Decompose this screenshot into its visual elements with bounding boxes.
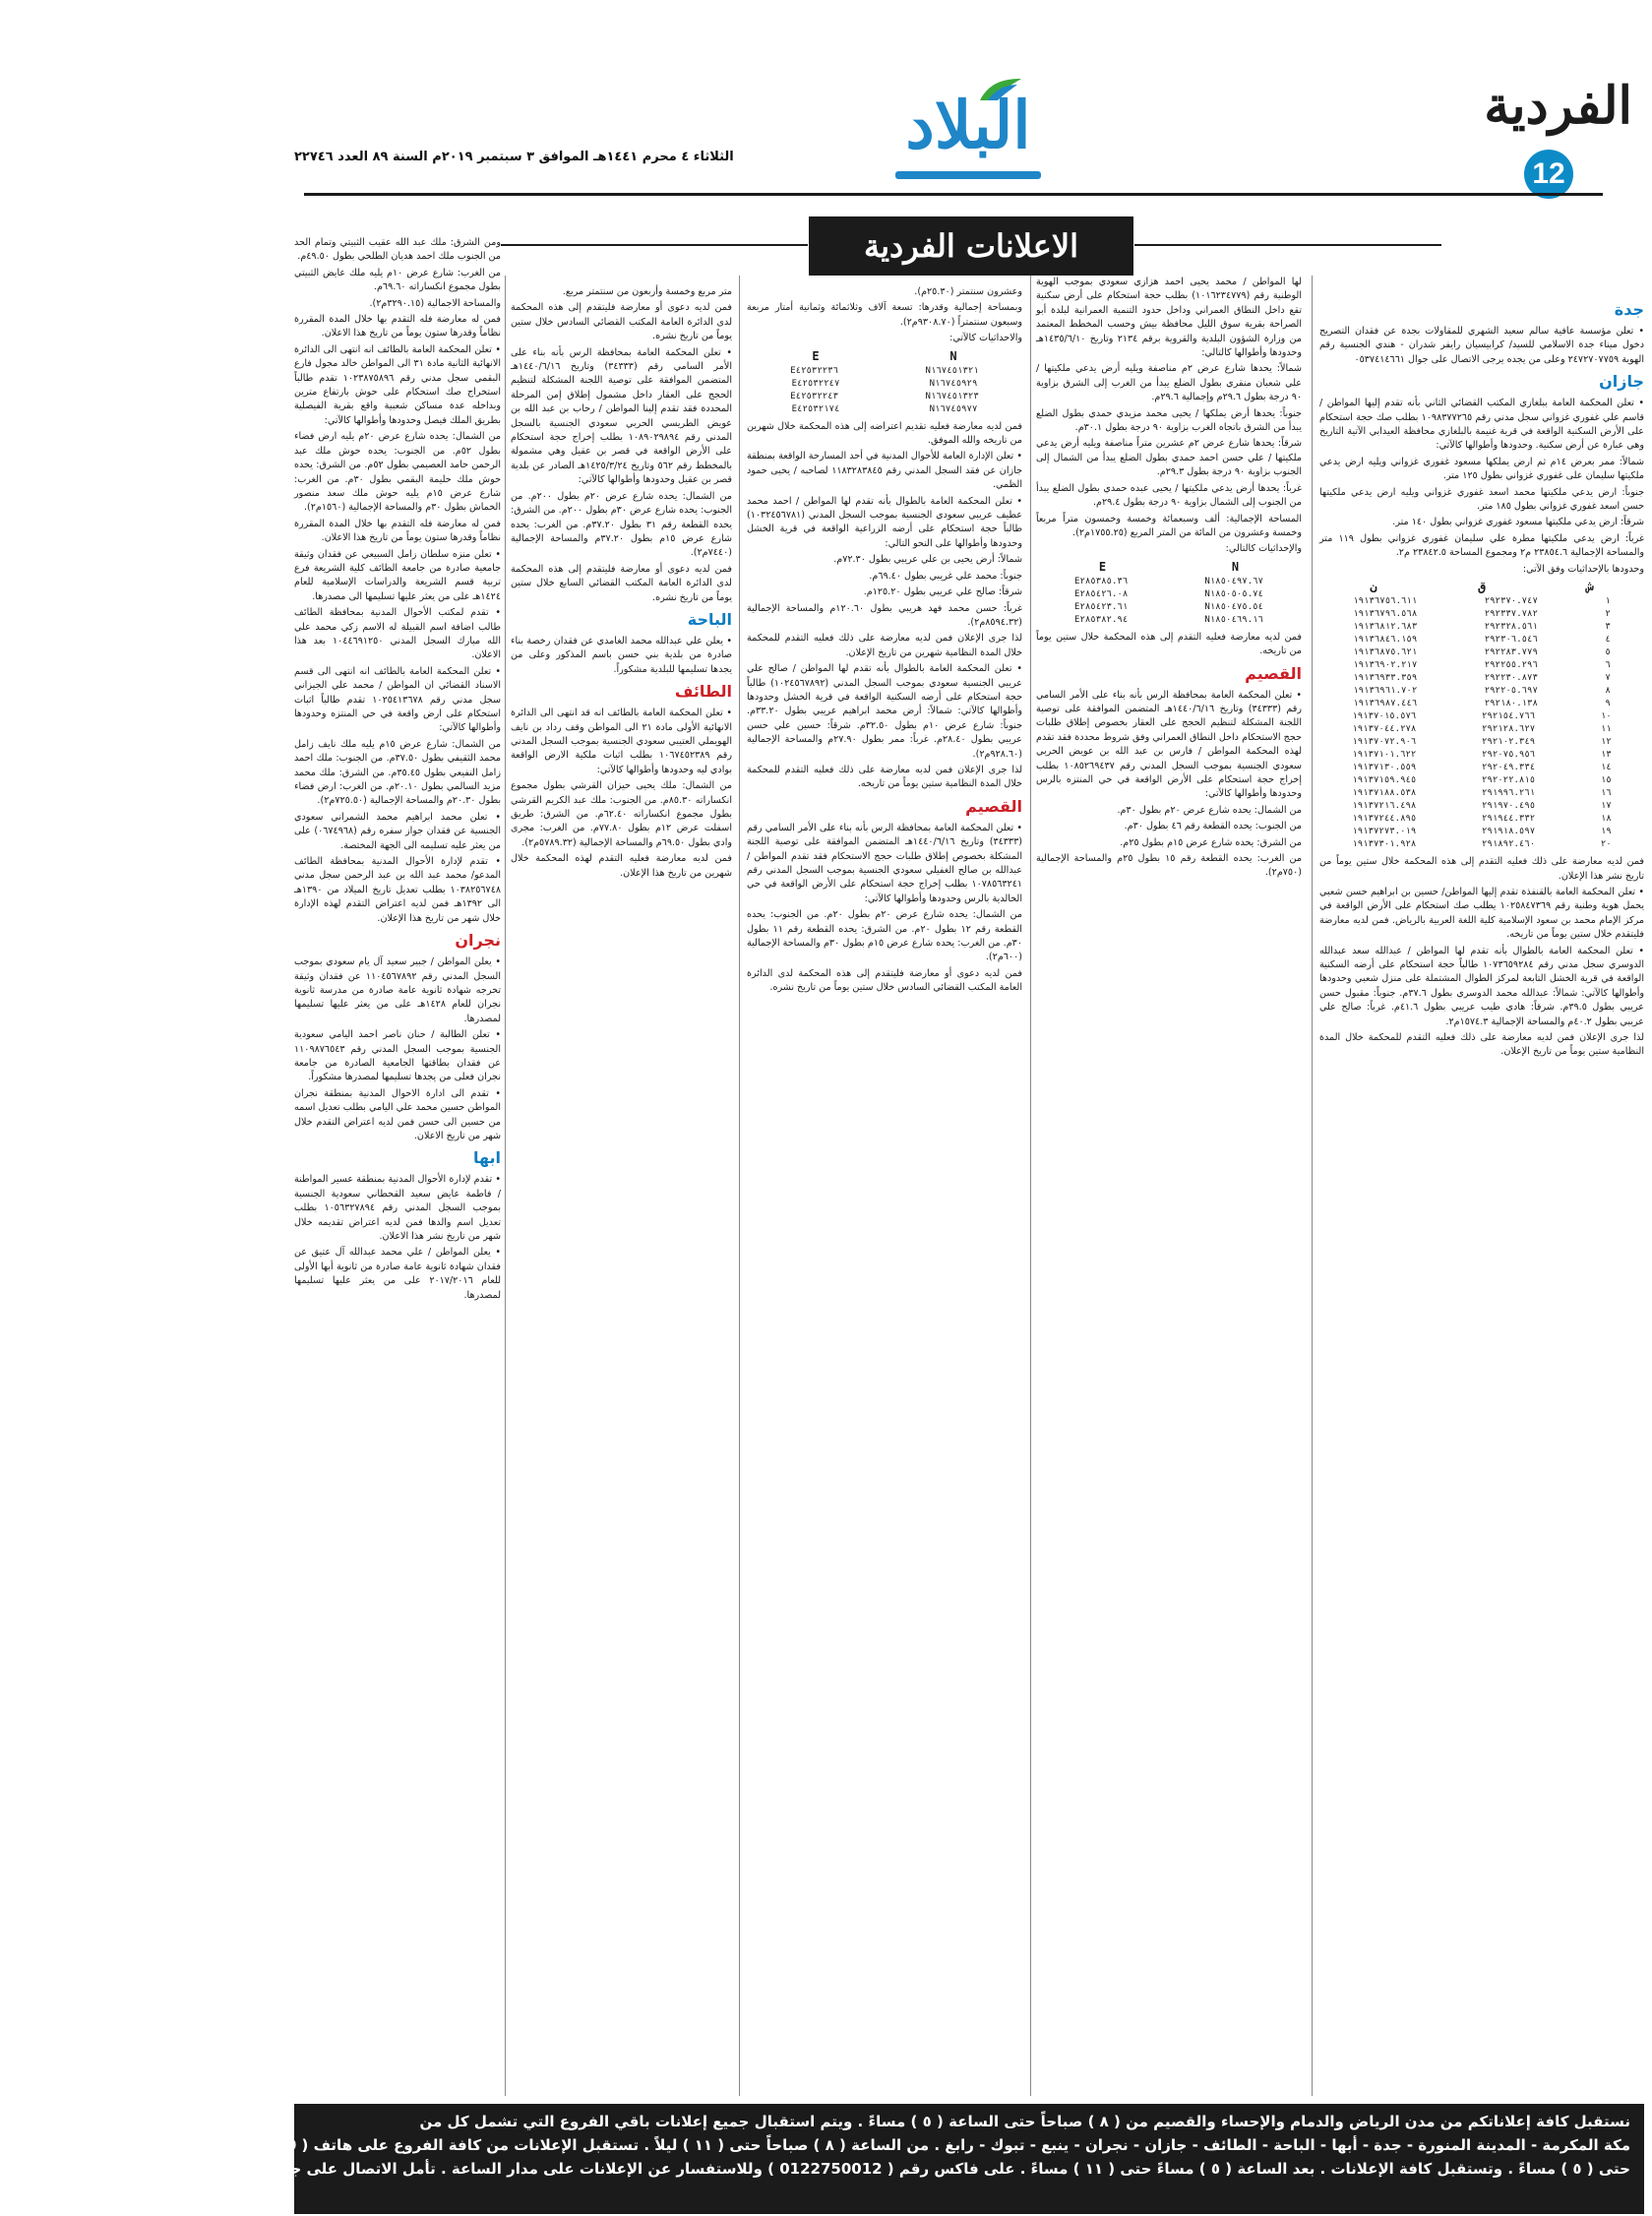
coordinate-row <box>1319 621 1644 634</box>
ads-column-4 <box>511 285 732 2096</box>
coordinate-cell: ١٩١٣٧١٠١.٦٢٢ <box>1352 750 1417 761</box>
ad-text: فمن لديه دعوى أو معارضة فليتقدم إلى هذه المحكمة لدى الدائرة العامة المكتب القضائي السابع خلال ستين يوماً من تاريخ نشره. <box>511 563 732 603</box>
coordinates-rows <box>1036 576 1302 627</box>
ad-text: • تعلن المحكمة العامة بمحافظة الرس بأنه بناء على الأمر السامي رقم (٣٤٣٣٣) وتاريخ ١٤٤٠/٦/١٦هـ المتضمن الموافقة على توصية اللجنة المشكلة لتنظيم الحجج على العقار بخصوص إطلاق طلبات حجج الاستحكام داخل النطاق العمراني وفق شروط محددة فقد تقدم لهذه المحكمة المواطن / فارس بن عبد الله بن عويض الحربي سعودي الجنسية بموجب السجل المدني رقم ١٠٨٥٢٦٩٤٣٧ بطلب إخراج حجة استحكام على الأرض الواقعة في حي المنتزه بالرس وحدودها وأطوالها كالآتي: <box>1036 689 1303 800</box>
coordinate-cell: E٢٨٥٣٨٥.٣٦ <box>1074 576 1129 586</box>
ad-text: من الشمال: شارع عرض ١٥م يليه ملك نايف زامل محمد الثقيفي بطول ٣٧.٥٠م. من الجنوب: ملك احمد زامل النفيعي بطول ٣٥.٤٥م. من الشرق: ملك محمد مزيد السالمي بطول ٢٠.١٠م. من الغرب: ارض فضاء بطول ٢٠.٣٠م والمساحة الإجمالية (٧٢٥.٥٠م٢). <box>294 738 501 807</box>
coordinate-cell: ٦ <box>1605 660 1611 671</box>
ad-text: • تعلن المحكمة العامة بالقنفذة تقدم إليها المواطن/ حسين بن ابراهيم حسن شعبي يحمل هوية وطنية رقم ١٠٢٥٨٤٧٣٦٩ يطلب صك استحكام على الأرض الواقعة في مركز الإمام محمد بن سعود الإسلامية كلية اللغة العربية بالرياض. فمن لديه معارضة فليتقدم خلال ستين يوماً من تاريخه. <box>1319 886 1644 941</box>
coordinates-table <box>747 350 1022 416</box>
coordinate-header-cell: ن <box>1370 580 1377 594</box>
coordinate-cell: ٢٩١٨٩٢.٤٦٠ <box>1481 839 1536 850</box>
coordinate-row <box>1319 838 1644 851</box>
coordinate-row <box>1036 601 1302 614</box>
ad-text: جنوباً: ارض يدعي ملكيتها محمد اسعد غفوري غزواني ويليه ارض يدعي ملكيتها حسن اسعد غفوري غزواني بطول ١٨٥ متر. <box>1319 486 1644 513</box>
coordinate-header-cell: N <box>949 348 957 363</box>
region-heading-taif: الطائف <box>674 682 732 702</box>
coordinate-row <box>1319 749 1644 762</box>
advertising-contact-footer <box>0 2104 1644 2214</box>
coordinate-cell: ١٧ <box>1600 801 1612 812</box>
coordinate-cell: ٢٩٢١٠٢.٣٤٩ <box>1481 737 1536 748</box>
ad-text: • تقدم لمكتب الأحوال المدنية بمحافظة الطائف طالب اضافة اسم القبيلة له الاسم زكي محمد علي الله مبارك السجل المدني ١٠٤٤٦٩١٢٥٠ بعد هذا الاعلان. <box>294 607 501 661</box>
column-divider <box>1312 276 1313 2096</box>
coordinate-cell: N١٨٥٠٤٦٩.١٦ <box>1204 614 1263 625</box>
coordinate-cell: ١٩١٣٧٢٤٤.٨٩٥ <box>1352 814 1417 825</box>
ad-text: فمن له معارضة فله التقدم بها خلال المدة المقررة نظاماً وقدرها ستون يوماً من تاريخ هذا الاعلان. <box>294 518 501 544</box>
coordinate-cell: ٢٩٢٣٧٠.٧٤٧ <box>1484 596 1538 607</box>
ad-text: • تعلن الطالبة / حنان ناصر احمد اليامي سعودية الجنسية بموجب السجل المدني رقم ١١٠٩٨٧٦٥٤٣ عن فقدان بطاقتها الجامعية الصادرة من جامعة نجران فعلى من يجدها تسليمها لمصدرها مشكوراً. <box>294 1029 501 1083</box>
newspaper-logo <box>889 77 1047 185</box>
column-divider <box>505 276 506 2096</box>
coordinate-cell: ١٩١٣٧٠٤٤.٢٧٨ <box>1352 724 1417 735</box>
ad-text: لذا جرى الإعلان فمن لديه معارضة على ذلك فعليه التقدم للمحكمة خلال المدة النظامية ستين يوماً من تاريخه. <box>747 764 1022 790</box>
coordinate-row <box>1319 672 1644 685</box>
page-number-badge: 12 <box>1524 150 1573 199</box>
coordinate-header-cell: ش <box>1586 580 1594 594</box>
coordinate-cell: ١٣ <box>1600 750 1612 761</box>
coordinate-cell: ١٩١٣٦٨٧٥.٦٢١ <box>1353 647 1418 658</box>
coordinate-cell: ١٠ <box>1600 711 1612 722</box>
ad-text: غرباً: يحدها أرض يدعي ملكيتها / يحيى عبده حمدي بطول الضلع يبدأ من الجنوب إلى الشمال بزاوية ٩٠ درجة بطول ٢٩.٤م. <box>1036 482 1302 509</box>
ad-text: فمن لديه دعوى أو معارضة فليتقدم إلى هذه المحكمة لدى الدائرة العامة المكتب القضائي السادس خلال ستين يوماً من تاريخ نشره. <box>511 302 732 342</box>
ads-column-1 <box>1319 295 1644 2096</box>
ad-text: غرباً: ارض يدعي ملكيتها مطرة علي سليمان غفوري غزواني بطول ١١٩ متر والمساحة الإجمالية ٢٣٨٥٤.٦ م٢ ومجموع المساحة ٢٣٨٤٢.٥ م٢. <box>1319 532 1644 559</box>
coordinate-row <box>747 378 1022 391</box>
coordinates-rows <box>747 365 1022 416</box>
region-heading-qassim: القصيم <box>1245 663 1302 683</box>
coordinate-cell: E٢٨٥٣٨٢.٩٤ <box>1074 614 1129 625</box>
ad-text: • تعلن المحكمة العامة بالطوال بأنه تقدم لها المواطن / صالح علي عريبي الجنسية سعودي بموجب السجل المدني (١٠٢٤٥٦٧٨٩٢) طالباً حجة استحكام على أرضه السكنية الواقعة في قرية الخشل وحدودها وأطوالها كالآتي: شمالاً: أرض محمد ابراهيم عريبي بطول ٣٣.٢٠م. جنوباً: شارع عرض ١٠م بطول ٣٢.٥٠م. شرقاً: حسين علي حسن عريبي بطول ٢٨.٤٠م. غرباً: ممر بطول ٢٧.٩٠م والمساحة الإجمالية (٩٢٨.٦٠م٢). <box>747 663 1023 760</box>
coordinate-row <box>1319 787 1644 800</box>
banner-rule-left <box>501 244 808 246</box>
coordinate-cell: ٢٠ <box>1600 839 1612 850</box>
ad-text: غرباً: حسن محمد فهد هريبي بطول ١٢٠.٦٠م والمساحة الإجمالية (٨٥٩٤.٣٢م٢). <box>747 602 1022 628</box>
coordinate-cell: E٤٢٥٣٢٢٤٧ <box>791 378 840 389</box>
coordinate-cell: ٧ <box>1605 673 1611 684</box>
coordinate-cell: ٥ <box>1605 647 1611 658</box>
ad-text: من الشمال: يحده شارع عرض ٢٠م بطول ٢٠م. من الجنوب: يحده القطعة رقم ١٢ بطول ٢٠م. من الشرق: يحده القطعة رقم ١١ بطول ٣٠م. من الغرب: يحده شارع عرض ١٥م بطول ٣٠م والمساحة الإجمالية (٦٠٠م٢). <box>747 909 1023 963</box>
coordinate-cell: ١٩١٣٧٢٧٣.٠١٩ <box>1352 827 1417 837</box>
coordinate-cell: ٢٩٢٠٢٢.٨١٥ <box>1481 775 1536 786</box>
coordinate-cell: ١٩١٣٦٩٠٢.٢١٧ <box>1353 660 1418 671</box>
logo-underline <box>895 171 1041 179</box>
ads-column-5 <box>294 236 501 2096</box>
ad-text: شرقاً: صالح علي عريبي بطول ١٢٥.٢٠م. <box>863 586 1022 598</box>
masthead-rule <box>304 193 1603 196</box>
ad-text: • تعلن المحكمة العامة بمحافظة الرس بأنه بناء على الأمر السامي رقم (٣٤٣٣٣) وتاريخ ١٤٤٠/٦/١٦هـ المتضمن الموافقة على توصية اللجنة المشكلة لتنظيم الحجج على العقار داخل مشمول إطلاق إمن المرحلة المحددة فقد تقدم إلينا المواطن / رحاب بن عبد الله بن عويض الطريسي الحربي سعودي الجنسية بالسجل المدني رقم ١٠٨٩٠٢٩٨٩٤ بطلب إخراج حجة استحكام على الأرض الواقعة في قصر بن عقيل وهي مشمولة بالمخطط رقم ٥٦٢ وتاريخ ١٤٢٥/٣/٢٤هـ الصادر عن بلدية قصر بن عقيل وحدودها وأطوالها كالآتي: <box>511 346 733 486</box>
coordinate-header-cell: E <box>1098 559 1107 574</box>
ad-text: متر مربع وخمسة وأربعون من سنتمتر مربع. <box>562 286 732 297</box>
banner-rule-right <box>1134 244 1441 246</box>
coordinate-cell: ٢٩٢٢٥٥.٢٩٦ <box>1484 660 1538 671</box>
ad-text: وحدودها بالإحداثيات وفق الآتي: <box>1522 563 1644 575</box>
footer-line: مكة المكرمة - المدينة المنورة - جدة - أبها - الباحة - الطائف - جازان - نجران - ينبع - تبوك - رابغ . من الساعة ( ٨ ) صباحاً حتى ( ١١ ) ليلاً . تستقبل الإعلانات من كافة الفروع على هاتف ( 0126711000 ) فاكس ( 0126716241 ) <box>0 2136 1630 2154</box>
column-divider <box>1030 276 1031 2096</box>
ad-text: من الشمال: ملك يحيى حيزان القرشي بطول مجموع انكساراته ٨٥.٣٠م. من الجنوب: ملك عبد الكريم القرشي بطول مجموع انكساراته ٦٢.٤٠م. من الشرق: طريق اسفلت عرض ١٢م بطول ٧٧.٨٠م. من الغرب: مجرى وادي بطول ٦٩.٥٠م والمساحة الإجمالية (٥٧٨٩.٣٢م٢). <box>511 780 733 848</box>
coordinate-row <box>1319 813 1644 826</box>
region-heading-baha: الباحة <box>687 609 732 629</box>
ad-text: من الشمال: يحده شارع عرض ٢٠م بطول ٢٠٠م. من الجنوب: يحده شارع عرض ٣٠م بطول ٢٠٠م. من الشرق: يحده القطعة رقم ٣١ بطول ٣٧.٢٠م. من الغرب: يحده شارع عرض ١٥م بطول ٣٧.٢٠م والمساحة الإجمالية (٧٤٤٠م٢). <box>511 490 733 559</box>
ad-text: لذا جرى الإعلان فمن لديه معارضة على ذلك فعليه التقدم للمحكمة خلال المدة النظامية ستين يوماً من تاريخ الإعلان. <box>1319 1031 1644 1058</box>
ad-text: والإحداثيات كالتالي: <box>1225 543 1302 555</box>
ad-text: فمن لديه معارضة فعليه تقديم اعتراضه إلى هذه المحكمة خلال شهرين من تاريخه والله الموفق. <box>747 420 1022 447</box>
coordinate-cell: ١٤ <box>1600 763 1612 773</box>
ad-text: وعشرون سنتمتر (٢٥.٣٠م). <box>914 286 1022 297</box>
ad-text: والاحداثيات كالآتي: <box>949 333 1022 344</box>
region-heading-jeddah: جدة <box>1614 300 1644 319</box>
logo-text: البلاد <box>905 87 1031 163</box>
ad-text: من الشمال: يحده شارع عرض ٢٠م بطول ٣٠م. <box>1117 804 1302 816</box>
coordinate-cell: ١٩١٣٦٩٦١.٧٠٢ <box>1353 686 1418 697</box>
coordinate-row <box>1319 595 1644 608</box>
coordinate-cell: ٢٩٢١٥٤.٧٦٦ <box>1481 711 1536 722</box>
region-heading-qassim: القصيم <box>965 796 1022 816</box>
ad-text: • تعلن محمد ابراهيم محمد الشمراني سعودي الجنسية عن فقدان جواز سفره رقم (٠٦٧٤٩٦٨) على من يعثر عليه تسليمه الى الجهة المختصة. <box>294 811 501 851</box>
coordinate-cell: N١٦٧٤٥٩٢٩ <box>929 378 978 389</box>
ad-text: ومن الشرق: ملك عبد الله عقيب الثبيتي وتمام الحد من الجنوب ملك احمد هديان الطلحي بطول ٤٩.٥٠م. <box>294 237 501 263</box>
coordinate-row <box>747 403 1022 416</box>
coordinate-cell: ٢٩٢٣٠٦.٥٤٦ <box>1484 635 1538 646</box>
coordinate-cell: N١٦٧٤٥١٣٢٣ <box>925 391 979 401</box>
coordinate-cell: ١٨ <box>1600 814 1612 825</box>
region-heading-najran: نجران <box>455 931 501 951</box>
ad-text: جنوباً: محمد علي غريبي بطول ٦٩.٤٠م. <box>869 570 1022 582</box>
section-title: الفردية <box>1484 76 1632 136</box>
footer-line: حتى ( ٥ ) مساءً . وتستقبل كافة الإعلانات . بعد الساعة ( ٥ ) مساءً حتى ( ١١ ) مساءً . على فاكس رقم ( 0122750012 ) وللاستفسار عن الإعلانات على مدار الساعة . تأمل الاتصال على جوال ( 0567878781 ) <box>132 2160 1630 2178</box>
coordinate-cell: ١٩١٣٧٣٠١.٩٢٨ <box>1352 839 1417 850</box>
ad-text: شمالاً: ممر بعرض ١٤م ثم ارض يملكها مسعود غفوري غزواني ويليه ارض يدعي ملكيتها سليمان على غفوري غزواني بطول ١٢٥ متر. <box>1319 456 1645 482</box>
coordinate-cell: ٢٩٢١٢٨.٦٢٧ <box>1481 724 1536 735</box>
coordinate-cell: ٢٩٢٠٧٥.٩٥٦ <box>1481 750 1536 761</box>
coordinate-cell: ٢٩٢٢٨٣.٧٧٩ <box>1484 647 1538 658</box>
ad-text: من الجنوب: يحده القطعة رقم ٤٦ بطول ٣٠م. <box>1124 821 1302 832</box>
coordinates-header <box>747 350 1022 363</box>
coordinate-row <box>1319 710 1644 723</box>
ad-text: من الشمال: يحده شارع عرض ٢٠م يليه ارض فضاء بطول ٥٢م. من الجنوب: يحده حوش ملك عبد الرحمن حامد العصيمي بطول ٥٢م. من الشرق: يحده حوش ملك حليمة البقمي بطول ٣٠م. من الغرب: شارع عرض ١٥م يليه حوش ملك سعد منصور الخماش بطول ٣٠م والمساحة الإجمالية (١٥٦٠م٢). <box>294 431 501 514</box>
coordinate-cell: ٢٩٢٣٢٨.٥٦١ <box>1484 622 1538 633</box>
coordinate-cell: N١٨٥٠٤٩٧.٦٧ <box>1204 576 1263 586</box>
ads-column-3 <box>747 285 1022 2096</box>
coordinate-cell: ٢٩٢١٨٠.١٣٨ <box>1484 699 1538 709</box>
ad-text: شمالاً: يحدها شارع عرض ٢م مناصفة ويليه أرض يدعي ملكيتها / علي شعبان منقري بطول الضلع يبدأ من الغرب إلى الشرق بزاوية ٩٠ درجة بطول ٢٩.٦م وإجمالية ٢٩.٦م. <box>1036 363 1302 403</box>
ad-text: شمالاً: أرض يحيى بن علي عريبي بطول ٧٢.٣٠م. <box>833 554 1022 566</box>
coordinate-row <box>1319 800 1644 813</box>
ad-text: من الشرق: يحده شارع عرض ١٥م بطول ٢٥م. <box>1120 836 1302 848</box>
coordinate-cell: E٤٢٥٣٢١٧٤ <box>791 403 840 414</box>
coordinate-row <box>1319 685 1644 698</box>
coordinate-cell: ١٩١٣٦٧٩٦.٥٦٨ <box>1353 609 1418 620</box>
coordinates-rows <box>1319 595 1644 851</box>
coordinate-row <box>747 391 1022 403</box>
coordinate-row <box>1319 736 1644 749</box>
ad-text: • تعلن المحكمة العامة بالطائف انه انتهى الى قسم الاسناد القضائي ان المواطن / محمد علي الجيزاني سجل مدني رقم ١٠٢٥٤١٣٦٧٨ تقدم طالباً اثبات استحكام على ارض واقعة في حي المنتزه وحدودها وأطوالها كالآتي: <box>294 665 502 734</box>
ads-banner: الاعلانات الفردية <box>809 216 1133 276</box>
coordinate-header-cell: ق <box>1478 580 1486 594</box>
dateline: الثلاثاء ٤ محرم ١٤٤١هـ الموافق ٣ سبتمبر ٢٠١٩م السنة ٨٩ العدد ٢٢٧٤٦ <box>294 150 734 164</box>
coordinates-table <box>1036 561 1302 627</box>
coordinate-row <box>1319 646 1644 659</box>
ad-text: فمن لديه معارضة على ذلك فعليه التقدم إلى هذه المحكمة خلال ستين يوماً من تاريخ نشر هذا الإعلان. <box>1319 856 1644 882</box>
ad-text: • تقدم الى ادارة الاحوال المدنية بمنطقة نجران المواطن حسين محمد علي اليامي بطلب تعديل اسمه من حسين الى حسن فمن لديه اعتراض التقدم خلال شهر من تاريخ الاعلان. <box>294 1087 501 1141</box>
ad-text: وبمساحة إجمالية وقدرها: تسعة آلاف وثلاثمائة وثمانية أمتار مربعة وسبعون سنتمتراً (٩٣٠٨.٧٠م٢). <box>747 302 1022 328</box>
ad-text: • تعلن المحكمة العامة بالطائف انه قد انتهى الى الدائرة الانهائية الأولى مادة ٢١ الى المواطن وقف رداد بن نايف الهويملي العتيبي سعودي الجنسية بموجب السجل المدني رقم ١٠٦٧٤٥٢٣٨٩ بطلب اثبات ملكية الارض الواقعة بوادي ليه وحدودها وأطوالها كالآتي: <box>511 708 732 775</box>
coordinate-cell: ١٩١٣٧٠١٥.٥٧٦ <box>1352 711 1417 722</box>
coordinate-cell: ١٥ <box>1600 775 1612 786</box>
coordinate-cell: ٢٩١٩٩٦.٢٦١ <box>1481 788 1536 799</box>
coordinate-cell: N١٦٧٤٥١٣٢١ <box>925 365 979 376</box>
coordinate-cell: ٩ <box>1605 699 1611 709</box>
coordinate-cell: N١٨٥٠٥٠٥.٧٤ <box>1204 588 1263 599</box>
coordinate-row <box>1036 614 1302 627</box>
coordinate-cell: ١٩١٣٦٩٣٣.٣٥٩ <box>1353 673 1418 684</box>
ad-text: • يعلن المواطن / علي محمد عبدالله آل عتيق عن فقدان شهادة ثانوية عامة صادرة من ثانوية أبها الأولى للعام ٢٠١٧/٢٠١٦ على من يعثر عليها تسليمها لمصدرها. <box>294 1247 502 1301</box>
ad-text: • تعلن منزه سلطان زامل السبيعي عن فقدان وثيقة جامعية صادرة من جامعة الطائف كلية الشريعة فرع تربية قسم الشريعة والدراسات الإسلامية للعام ١٤٢٤هـ على من يعثر عليها تسليمها الى مصدرها. <box>294 548 501 602</box>
coordinate-cell: E٤٢٥٣٢٢٤٣ <box>790 391 839 401</box>
coordinate-row <box>1319 826 1644 838</box>
coordinate-cell: ٣ <box>1605 622 1611 633</box>
coordinate-cell: ١ <box>1605 596 1611 607</box>
coordinate-cell: ١٩١٣٧١٨٨.٥٣٨ <box>1352 788 1417 799</box>
coordinates-table <box>1319 581 1644 851</box>
coordinate-row <box>1036 588 1302 601</box>
coordinate-cell: ١٦ <box>1600 788 1612 799</box>
ad-text: • تعلن المحكمة العامة بمحافظة الرس بأنه بناء على الأمر السامي رقم (٣٤٣٣٣) وتاريخ ١٤٤٠/٦/١٦هـ المتضمن الموافقة على توصية اللجنة المشكلة بخصوص إطلاق طلبات حجج الاستحكام فقد تقدم المواطن / عبدالله بن صالح الغفيلي سعودي الجنسية بموجب السجل المدني رقم ١٠٧٨٥٦٣٢٤١ بطلب إخراج حجة استحكام على الأرض الواقعة في حي الخالدية بالرس وحدودها وأطوالها كالآتي: <box>747 822 1022 904</box>
footer-line: نستقبل كافة إعلاناتكم من مدن الرياض والدمام والإحساء والقصيم من ( ٨ ) صباحاً حتى الساعة ( ٥ ) مساءً . ويتم استقبال جميع إعلانات باقي الفروع التي تشمل كل من <box>419 2113 1630 2130</box>
ad-text: شرقاً: ارض يدعي ملكيتها مسعود غفوري غزواني بطول ١٤٠ متر. <box>1392 517 1644 528</box>
ad-text: • تعلن المحكمة العامة بالطائف انه انتهى الى الدائرة الانهائية الثانية مادة ٣١ الى المواطن خالد مجول فارع البقمي سجل مدني رقم ١٠٢٣٨٧٥٨٩٦ تقدم طالباً استخراج صك استحكام على حوش بارتفاع مترين وبداخله عدة مساكن شعبية واقع بقرية الفيصلية بطريق الملك فيصل وحدودها وأطوالها كالآتي: <box>294 343 501 426</box>
coordinate-cell: ٢٩١٩٧٠.٤٩٥ <box>1481 801 1536 812</box>
coordinate-cell: E٢٨٥٤٢٣.٦١ <box>1074 601 1129 612</box>
ad-text: • يعلن المواطن / جبير سعيد آل يام سعودي بموجب السجل المدني رقم ١١٠٤٥٦٧٨٩٢ عن فقدان وثيقة تخرجه شهادة ثانوية عامة صادرة من مدرسة ثانوية نجران للعام ١٤٢٨هـ على من يعثر عليها تسليمها لمصدرها. <box>294 956 501 1024</box>
coordinate-cell: ١٩١٣٦٨٤٦.١٥٩ <box>1353 635 1418 646</box>
ad-text: • تقدم لإدارة الأحوال المدنية بمنطقة عسير المواطنة / فاطمة عايض سعيد القحطاني سعودية الجنسية بموجب السجل المدني رقم ١٠٥٦٣٢٧٨٩٤ بطلب تعديل اسم والدها فمن لديه اعتراض تقديمه خلال شهر من تاريخ نشر هذا الاعلان. <box>294 1174 501 1242</box>
ad-text: فمن لديه معارضة فعليه التقدم لهذه المحكمة خلال شهرين من تاريخ هذا الإعلان. <box>511 853 732 879</box>
coordinate-cell: ١٩١٣٦٧٥٦.٦١١ <box>1353 596 1418 607</box>
coordinate-row <box>1319 774 1644 787</box>
ad-text: • تعلن المحكمة العامة ببلغازي المكتب القضائي الثاني بأنه تقدم إليها المواطن / قاسم علي غفوري غزواني سجل مدني رقم ١٠٩٨٣٧٧٢٦٥ بطلب صك حجة استحكام على الأرض السكنية الواقعة في قرية غنيمة بالبلغازي محافظة العيدابي الآتية التاريخ وهي عبارة عن أرض سكنية. وحدودها وأطوالها كالآتي: <box>1319 398 1644 452</box>
coordinate-cell: E٢٨٥٤٢٦.٠٨ <box>1074 588 1129 599</box>
ad-text: فمن له معارضة فله التقدم بها خلال المدة المقررة نظاماً وقدرها ستون يوماً من تاريخ هذا الاعلان. <box>294 314 501 339</box>
ad-text: من الغرب: شارع عرض ١٠م يليه ملك عايض الثبيتي بطول مجموع انكساراته ٦٩.٦٠م. <box>294 267 501 293</box>
coordinate-cell: ١٩١٣٧٢١٦.٤٩٨ <box>1352 801 1417 812</box>
coordinate-row <box>1319 634 1644 646</box>
coordinate-header-cell: E <box>812 348 820 363</box>
coordinate-cell: N١٦٧٤٥٩٧٧ <box>929 403 978 414</box>
ad-text: لذا جرى الإعلان فمن لديه معارضة على ذلك فعليه التقدم للمحكمة خلال المدة النظامية شهرين من تاريخ الإعلان. <box>747 633 1022 658</box>
coordinate-row <box>747 365 1022 378</box>
coordinate-cell: ٢٩٢٠٤٩.٣٣٤ <box>1481 763 1536 773</box>
coordinate-cell: ١٩١٣٦٩٨٧.٤٤٦ <box>1353 699 1418 709</box>
ad-text: فمن لديه معارضة فعليه التقدم إلى هذه المحكمة خلال ستين يوماً من تاريخه. <box>1036 631 1302 657</box>
coordinate-cell: ١٩ <box>1600 827 1612 837</box>
coordinate-row <box>1319 762 1644 774</box>
coordinate-cell: ١٩١٣٧٠٧٢.٩٠٦ <box>1352 737 1417 748</box>
region-heading-abha: ابها <box>472 1148 501 1168</box>
coordinate-cell: ١٢ <box>1600 737 1612 748</box>
column-divider <box>739 276 740 2096</box>
coordinate-row <box>1036 576 1302 588</box>
coordinate-cell: ٢٩٢٣٣٧.٧٨٢ <box>1484 609 1538 620</box>
coordinate-row <box>1319 698 1644 710</box>
coordinate-cell: ٢٩١٩١٨.٥٩٧ <box>1481 827 1536 837</box>
coordinate-cell: ٢ <box>1605 609 1611 620</box>
coordinate-row <box>1319 659 1644 672</box>
ad-text: المساحة الإجمالية: ألف وسبعمائة وخمسة وخمسون متراً مربعاً وخمسة وعشرون من المائة من المتر المربع (١٧٥٥.٢٥م٢). <box>1036 513 1302 538</box>
ad-text: فمن لديه دعوى أو معارضة فليتقدم إلى هذه المحكمة لدى الدائرة العامة المكتب القضائي السادس خلال ستين يوماً من تاريخ نشره. <box>747 967 1022 994</box>
coordinate-cell: ١٩١٣٦٨١٢.٦٨٣ <box>1353 622 1418 633</box>
coordinates-header <box>1036 561 1302 574</box>
ad-text: • تعلن الإدارة العامة للأحوال المدنية في أحد المسارحة الواقعة بمنطقة جازان عن فقد السجل المدني رقم ١١٨٣٢٨٣٨٤٥ لصاحبه / يحيى حمود الظمي. <box>747 451 1022 491</box>
coordinate-cell: ٢٩٢٢٠٥.٦٩٧ <box>1484 686 1538 697</box>
region-heading-jazan: جازان <box>1599 372 1644 392</box>
ad-text: شرقاً: يحدها شارع عرض ٢م عشرين متراً مناصفة ويليه أرض يدعي ملكيتها / علي حسن احمد حمدي بطول الضلع يبدأ من الشمال إلى الجنوب بزاوية ٩٠ درجة بطول ٢٩.٣م. <box>1036 438 1302 478</box>
coordinate-row <box>1319 608 1644 621</box>
ad-text: • تقدم لإدارة الأحوال المدنية بمحافظة الطائف المدعو/ محمد عبد الله بن عبد الرحمن سجل مدني ١٠٣٨٢٥٦٧٤٨ بطلب تعديل تاريخ الميلاد من ١٣٩٠هـ الى ١٣٩٢هـ فمن لديه اعتراض التقدم لهذه الإدارة خلال شهر من تاريخ هذا الإعلان. <box>294 856 502 924</box>
ad-text: • تعلن المحكمة العامة بالطوال بأنه تقدم لها المواطن / عبدالله سعد عبدالله الدوسري سجل مدني رقم ١٠٧٣٦٥٩٢٨٤ طالباً حجة استحكام على أرضه السكنية الواقعة في قرية الخشل التابعة لمركز الطوال المشتملة على منزل شعبي وحدودها وأطوالها كالآتي: شمالاً: عبدالله محمد الدوسري بطول ٣٧.٦م. جنوباً: مقبول حسن عريبي بطول ٣٩.٥م. شرقاً: هادي طيب عريبي بطول ٤١.٦م. غرباً: صالح علي عريبي بطول ٤٠.٢م والمساحة الإجمالية ١٥٧٤.٣م٢. <box>1319 945 1644 1027</box>
coordinate-cell: ١١ <box>1600 724 1612 735</box>
coordinate-row <box>1319 723 1644 736</box>
coordinate-cell: ٢٩١٩٤٤.٣٣٢ <box>1481 814 1536 825</box>
masthead <box>255 0 1652 207</box>
ad-text: والمساحة الاجمالية (٣٢٩٠.١٥م٢). <box>369 297 501 309</box>
coordinate-cell: N١٨٥٠٤٧٥.٥٤ <box>1204 601 1263 612</box>
coordinate-cell: ٢٩٢٢٣٠.٨٧٣ <box>1484 673 1538 684</box>
ads-column-2 <box>1036 276 1302 2096</box>
coordinate-cell: ١٩١٣٧١٣٠.٥٥٩ <box>1352 763 1417 773</box>
coordinate-cell: E٤٢٥٣٢٢٣٦ <box>790 365 839 376</box>
coordinate-header-cell: N <box>1231 559 1240 574</box>
coordinate-cell: ١٩١٣٧١٥٩.٩٤٥ <box>1352 775 1417 786</box>
ad-text: لها المواطن / محمد يحيى احمد هزازي سعودي بموجب الهوية الوطنية رقم (١٠١٦٢٣٤٧٧٩) بطلب حجة استحكام على أرض سكنية تقع داخل النطاق العمراني وداخل حدود التنمية العمرانية لبلدة أبو الصراحة بقرية سوق الليل محافظة بيش وحسب المخطط المعتمد من وزارة الشؤون البلدية والقروية برقم ٢١٣٤ وتاريخ ١٤٣٥/٦/١٠هـ وحدودها وأطوالها كالتالي: <box>1036 277 1302 359</box>
coordinate-cell: ٤ <box>1605 635 1611 646</box>
coordinates-header <box>1319 581 1644 593</box>
ad-text: جنوباً: يحدها أرض يملكها / يحيى محمد مزيدي حمدي بطول الضلع يبدأ من الشرق باتجاه الغرب بزاوية ٩٠ درجة بطول ٣٠.١م. <box>1036 407 1302 434</box>
ad-text: من الغرب: يحده القطعة رقم ١٥ بطول ٢٥م والمساحة الإجمالية (٧٥٠م٢). <box>1036 853 1302 879</box>
ad-text: • تعلن مؤسسة عافية سالم سعيد الشهري للمقاولات بجدة عن فقدان التصريح دخول ميناء جدة الاسلامي للسيد/ كرابيسيان رايفر شدران - هندي الجنسية رقم الهوية ٢٤٧٢٧٠٧٧٥٩ وعلى من يجده يرجى الاتصال على جوال ٠٥٣٧٤١٤٦٦١ <box>1319 326 1644 365</box>
ad-text: • يعلن علي عبدالله محمد الغامدي عن فقدان رخصة بناء صادرة من بلدية بني حسن باسم المذكور وعلى من يجدها تسليمها للبلدية مشكوراً. <box>511 635 732 675</box>
ad-text: • تعلن المحكمة العامة بالطوال بأنه تقدم لها المواطن / احمد محمد عطيف عريبي سعودي الجنسية بموجب السجل المدني (١٠٣٢٤٥٦٧٨١) طالباً حجة استحكام على أرضه الزراعية الواقعة في قرية الخشل وحدودها وأطوالها على النحو التالي: <box>747 495 1022 549</box>
coordinate-cell: ٨ <box>1605 686 1611 697</box>
